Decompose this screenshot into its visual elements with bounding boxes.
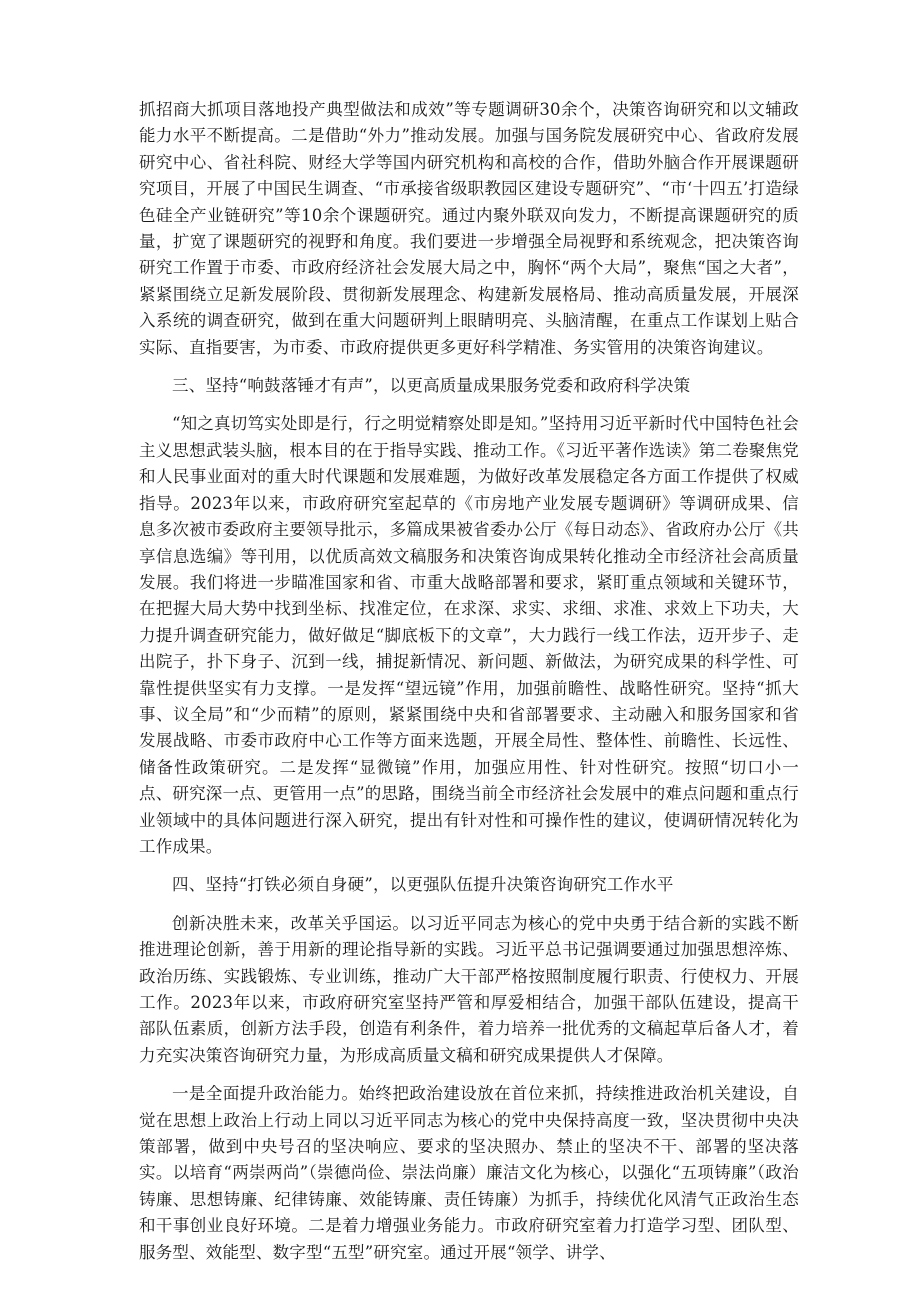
document-page — [139, 97, 799, 1278]
paragraph-section-4-intro: 创新决胜未来，改革关乎国运。以习近平同志为核心的党中央勇于结合新的实践不断推进理论创新，善于用新的理论指导新的实践。习近平总书记强调要通过加强思想淬炼、政治历练、实践锻炼、专业训练，推动广大干部严格按照制度履行职责、行使权力、开展工作。2023年以来，市政府研究室坚持严管和厚爱相结合，加强干部队伍建设，提高干部队伍素质，创新方法手段，创造有利条件，着力培养一批优秀的文稿起草后备人才，着力充实决策咨询研究力量，为形成高质量文稿和研究成果提供人才保障。 — [139, 913, 799, 1065]
paragraph-section-4-points: 一是全面提升政治能力。始终把政治建设放在首位来抓，持续推进政治机关建设，自觉在思想上政治上行动上同以习近平同志为核心的党中央保持高度一致，坚决贯彻中央决策部署，做到中央号召的坚决响应、要求的坚决照办、禁止的坚决不干、部署的坚决落实。以培育“两崇两尚”（崇德尚俭、崇法尚廉）廉洁文化为核心，以强化“五项铸廉”（政治铸廉、思想铸廉、纪律铸廉、效能铸廉、责任铸廉）为抓手，持续优化风清气正政治生态和干事创业良好环境。二是着力增强业务能力。市政府研究室着力打造学习型、团队型、服务型、效能型、数字型“五型”研究室。通过开展“领学、讲学、 — [139, 1084, 799, 1262]
section-heading-4: 四、坚持“打铁必须自身硬”，以更强队伍提升决策咨询研究工作水平 — [172, 875, 674, 895]
section-heading-3: 三、坚持“响鼓落锤才有声”，以更高质量成果服务党委和政府科学决策 — [172, 376, 691, 396]
paragraph-section-3: “知之真切笃实处即是行，行之明觉精察处即是知。”坚持用习近平新时代中国特色社会主义思想武装头脑，根本目的在于指导实践、推动工作。《习近平著作选读》第二卷聚焦党和人民事业面对的重大时代课题和发展难题，为做好改革发展稳定各方面工作提供了权威指导。2023年以来，市政府研究室起草的《市房地产业发展专题调研》等调研成果、信息多次被市委政府主要领导批示，多篇成果被省委办公厅《每日动态》、省政府办公厅《共享信息选编》等刊用，以优质高效文稿服务和决策咨询成果转化推动全市经济社会高质量发展。我们将进一步瞄准国家和省、市重大战略部署和要求，紧盯重点领域和关键环节，在把握大局大势中找到坐标、找准定位，在求深、求实、求细、求准、求效上下功夫，大力提升调查研究能力，做好做足“脚底板下的文章”，大力践行一线工作法，迈开步子、走出院子，扑下身子、沉到一线，捕捉新情况、新问题、新做法，为研究成果的科学性、可靠性提供坚实有力支撑。一是发挥“望远镜”作用，加强前瞻性、战略性研究。坚持“抓大事、议全局”和“少而精”的原则，紧紧围绕中央和省部署要求、主动融入和服务国家和省发展战略、市委市政府中心工作等方面来选题，开展全局性、整体性、前瞻性、长远性、储备性政策研究。二是发挥“显微镜”作用，加强应用性、针对性研究。按照“切口小一点、研究深一点、更管用一点”的思路，围绕当前全市经济社会发展中的难点问题和重点行业领域中的具体问题进行深入研究，提出有针对性和可操作性的建议，使调研情况转化为工作成果。 — [139, 414, 799, 856]
paragraph-continuation: 抓招商大抓项目落地投产典型做法和成效”等专题调研30余个，决策咨询研究和以文辅政能力水平不断提高。二是借助“外力”推动发展。加强与国务院发展研究中心、省政府发展研究中心、省社科院、财经大学等国内研究机构和高校的合作，借助外脑合作开展课题研究项目，开展了中国民生调查、“市承接省级职教园区建设专题研究”、“市‘十四五’打造绿色硅全产业链研究”等10余个课题研究。通过内聚外联双向发力，不断提高课题研究的质量，扩宽了课题研究的视野和角度。我们要进一步增强全局视野和系统观念，把决策咨询研究工作置于市委、市政府经济社会发展大局之中，胸怀“两个大局”，聚焦“国之大者”，紧紧围绕立足新发展阶段、贯彻新发展理念、构建新发展格局、推动高质量发展，开展深入系统的调查研究，做到在重大问题研判上眼睛明亮、头脑清醒，在重点工作谋划上贴合实际、直指要害，为市委、市政府提供更多更好科学精准、务实管用的决策咨询建议。 — [139, 100, 799, 357]
